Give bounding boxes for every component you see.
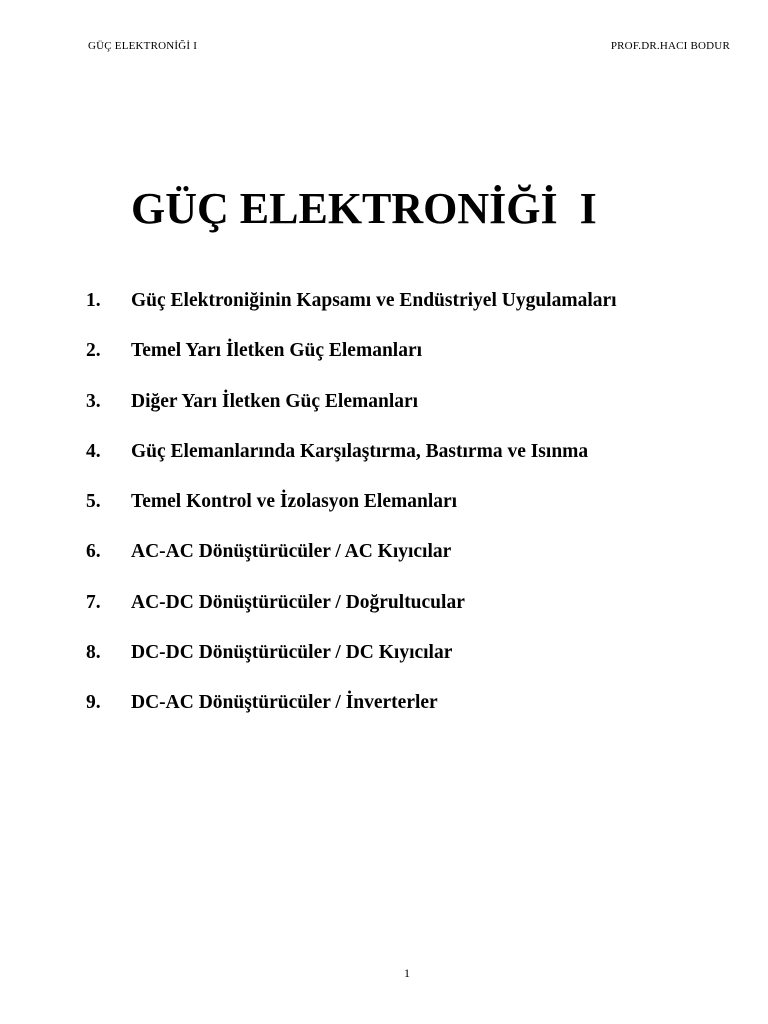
toc-item bbox=[86, 489, 617, 539]
toc-item bbox=[86, 640, 617, 690]
toc-item-number: 4. bbox=[86, 440, 101, 462]
toc-item-number: 8. bbox=[86, 642, 101, 664]
table-of-contents bbox=[86, 288, 617, 741]
toc-item-text: AC-DC Dönüştürücüler / Doğrultucular bbox=[131, 591, 465, 613]
toc-item-number: 6. bbox=[86, 541, 101, 563]
header-course-title: GÜÇ ELEKTRONİĞİ I bbox=[88, 40, 198, 52]
page-header bbox=[88, 40, 730, 58]
toc-item-text: Güç Elemanlarında Karşılaştırma, Bastırma ve Isınma bbox=[131, 440, 589, 462]
toc-item-number: 1. bbox=[86, 290, 101, 311]
document-title: GÜÇ ELEKTRONİĞİ I bbox=[131, 184, 597, 233]
toc-item-text: Temel Yarı İletken Güç Elemanları bbox=[131, 340, 423, 362]
page-number: 1 bbox=[404, 966, 410, 980]
toc-item bbox=[86, 539, 617, 589]
toc-item-text: DC-AC Dönüştürücüler / İnverterler bbox=[131, 692, 438, 714]
toc-item-text: Güç Elektroniğinin Kapsamı ve Endüstriyel Uygulamaları bbox=[131, 290, 617, 311]
toc-item bbox=[86, 389, 617, 439]
header-author: PROF.DR.HACI BODUR bbox=[610, 40, 730, 52]
toc-item-number: 5. bbox=[86, 491, 101, 513]
toc-item-number: 2. bbox=[86, 340, 101, 362]
toc-item-number: 9. bbox=[86, 692, 101, 714]
toc-item bbox=[86, 439, 617, 489]
toc-item bbox=[86, 590, 617, 640]
toc-item-number: 3. bbox=[86, 390, 101, 412]
toc-item bbox=[86, 338, 617, 388]
toc-item-text: AC-AC Dönüştürücüler / AC Kıyıcılar bbox=[131, 541, 452, 563]
toc-item bbox=[86, 288, 617, 338]
toc-item-number: 7. bbox=[86, 591, 101, 613]
toc-item-text: Diğer Yarı İletken Güç Elemanları bbox=[131, 390, 419, 412]
toc-item-text: DC-DC Dönüştürücüler / DC Kıyıcılar bbox=[131, 642, 453, 664]
toc-item bbox=[86, 690, 617, 740]
toc-item-text: Temel Kontrol ve İzolasyon Elemanları bbox=[131, 491, 458, 513]
